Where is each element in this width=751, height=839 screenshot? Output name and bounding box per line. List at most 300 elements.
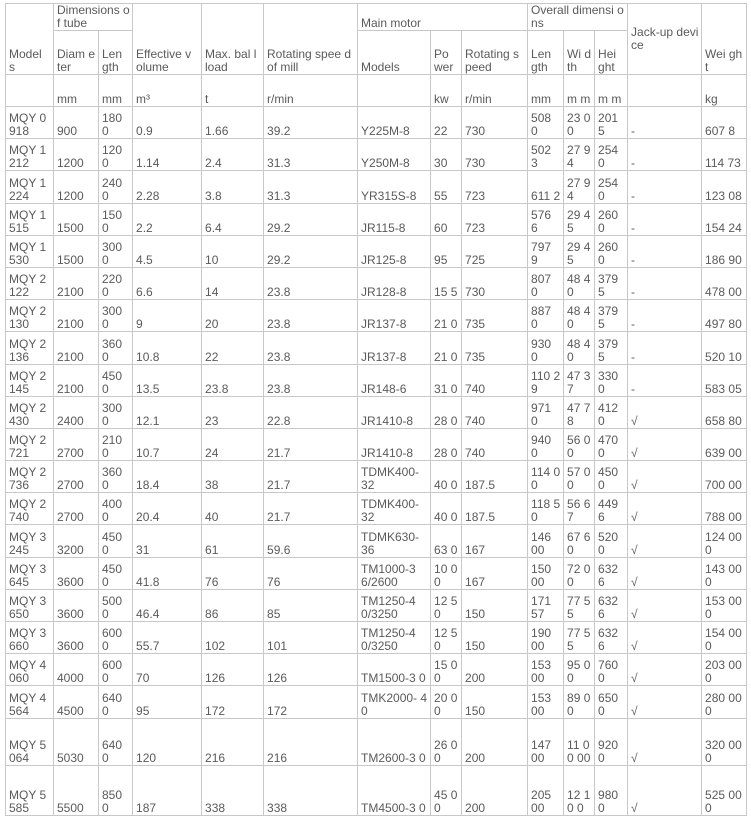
cell-motor-model: JR1410-8 [358, 428, 431, 460]
table-row [6, 267, 747, 299]
cell-model: MQY 5064 [6, 718, 54, 765]
cell-model: MQY 1224 [6, 171, 54, 203]
cell-weight: 607 8 [702, 107, 747, 139]
cell-jackup: √ [628, 589, 702, 621]
mill-spec-table [5, 3, 747, 816]
cell-overall-width: 48 40 [564, 267, 595, 299]
cell-motor-speed: 740 [462, 364, 528, 396]
cell-overall-width: 77 55 [564, 589, 595, 621]
cell-motor-model: JR128-8 [358, 267, 431, 299]
table-row [6, 765, 747, 815]
cell-motor-speed: 723 [462, 203, 528, 235]
cell-overall-length: 146 00 [528, 525, 564, 557]
cell-overall-height: 260 0 [595, 235, 628, 267]
cell-diameter: 1200 [54, 171, 99, 203]
cell-model: MQY 3650 [6, 589, 54, 621]
cell-mill-speed: 23.8 [264, 332, 358, 364]
cell-weight: 788 00 [702, 493, 747, 525]
cell-ball-load: 2.4 [202, 139, 264, 171]
cell-model: MQY 5585 [6, 765, 54, 815]
cell-mill-speed: 59.6 [264, 525, 358, 557]
cell-jackup: - [628, 235, 702, 267]
cell-mill-speed: 23.8 [264, 300, 358, 332]
cell-length: 500 0 [99, 589, 133, 621]
cell-motor-speed: 725 [462, 235, 528, 267]
unit-jackup [628, 75, 702, 107]
table-row [6, 364, 747, 396]
unit-length: mm [99, 75, 133, 107]
cell-model: MQY 3245 [6, 525, 54, 557]
cell-length: 360 0 [99, 332, 133, 364]
cell-power: 40 0 [431, 461, 462, 493]
cell-motor-model: JR115-8 [358, 203, 431, 235]
cell-length: 150 0 [99, 203, 133, 235]
cell-ball-load: 14 [202, 267, 264, 299]
unit-ball-load: t [202, 75, 264, 107]
cell-length: 300 0 [99, 235, 133, 267]
cell-overall-width: 56 67 [564, 493, 595, 525]
cell-mill-speed: 216 [264, 718, 358, 765]
cell-weight: 520 10 [702, 332, 747, 364]
cell-diameter: 1500 [54, 203, 99, 235]
cell-ball-load: 38 [202, 461, 264, 493]
cell-overall-length: 171 57 [528, 589, 564, 621]
cell-volume: 95 [133, 686, 202, 718]
cell-overall-width: 47 37 [564, 364, 595, 396]
table-row [6, 557, 747, 589]
cell-diameter: 2700 [54, 493, 99, 525]
cell-model: MQY 1212 [6, 139, 54, 171]
cell-overall-width: 27 94 [564, 171, 595, 203]
cell-diameter: 2100 [54, 300, 99, 332]
cell-weight: 497 80 [702, 300, 747, 332]
header-jackup-device: Jack-up device [628, 4, 702, 75]
cell-model: MQY 4564 [6, 686, 54, 718]
cell-overall-length: 576 6 [528, 203, 564, 235]
cell-jackup: √ [628, 765, 702, 815]
cell-overall-height: 260 0 [595, 203, 628, 235]
cell-overall-width: 11 00 00 [564, 718, 595, 765]
table-row [6, 107, 747, 139]
cell-length: 640 0 [99, 686, 133, 718]
cell-length: 220 0 [99, 267, 133, 299]
cell-motor-speed: 187.5 [462, 493, 528, 525]
cell-model: MQY 1515 [6, 203, 54, 235]
cell-weight: 154 000 [702, 622, 747, 654]
header-dimensions-of-tube: Dimensions of tube [54, 4, 133, 31]
cell-ball-load: 126 [202, 654, 264, 686]
cell-weight: 154 24 [702, 203, 747, 235]
cell-diameter: 3600 [54, 557, 99, 589]
cell-jackup: √ [628, 686, 702, 718]
cell-overall-length: 971 0 [528, 396, 564, 428]
header-max-ball-load: Max. bal l load [202, 4, 264, 75]
cell-overall-length: 502 3 [528, 139, 564, 171]
cell-model: MQY 2721 [6, 428, 54, 460]
table-row [6, 332, 747, 364]
cell-overall-length: 887 0 [528, 300, 564, 332]
cell-motor-speed: 150 [462, 622, 528, 654]
cell-motor-speed: 167 [462, 525, 528, 557]
cell-motor-speed: 730 [462, 267, 528, 299]
cell-weight: 320 000 [702, 718, 747, 765]
cell-mill-speed: 21.7 [264, 493, 358, 525]
cell-jackup: - [628, 364, 702, 396]
cell-overall-width: 48 40 [564, 332, 595, 364]
cell-ball-load: 338 [202, 765, 264, 815]
cell-mill-speed: 126 [264, 654, 358, 686]
cell-weight: 143 000 [702, 557, 747, 589]
cell-motor-model: JR125-8 [358, 235, 431, 267]
cell-mill-speed: 29.2 [264, 203, 358, 235]
cell-ball-load: 172 [202, 686, 264, 718]
cell-ball-load: 24 [202, 428, 264, 460]
cell-weight: 186 90 [702, 235, 747, 267]
cell-overall-height: 201 5 [595, 107, 628, 139]
cell-motor-speed: 730 [462, 107, 528, 139]
cell-overall-width: 57 00 [564, 461, 595, 493]
cell-jackup: √ [628, 461, 702, 493]
cell-volume: 187 [133, 765, 202, 815]
cell-diameter: 1500 [54, 235, 99, 267]
cell-model: MQY 2136 [6, 332, 54, 364]
cell-length: 360 0 [99, 461, 133, 493]
cell-weight: 153 000 [702, 589, 747, 621]
cell-overall-width: 95 00 [564, 654, 595, 686]
cell-motor-speed: 740 [462, 428, 528, 460]
cell-ball-load: 216 [202, 718, 264, 765]
cell-overall-height: 520 0 [595, 525, 628, 557]
cell-overall-width: 48 40 [564, 300, 595, 332]
cell-volume: 1.14 [133, 139, 202, 171]
cell-model: MQY 2145 [6, 364, 54, 396]
cell-weight: 280 000 [702, 686, 747, 718]
table-row [6, 525, 747, 557]
cell-overall-height: 980 0 [595, 765, 628, 815]
cell-overall-width: 29 45 [564, 235, 595, 267]
unit-overall-length: mm [528, 75, 564, 107]
cell-ball-load: 61 [202, 525, 264, 557]
cell-model: MQY 2122 [6, 267, 54, 299]
unit-mill-speed: r/min [264, 75, 358, 107]
cell-motor-model: TDMK400- 32 [358, 461, 431, 493]
cell-weight: 525 000 [702, 765, 747, 815]
table-row [6, 493, 747, 525]
cell-volume: 46.4 [133, 589, 202, 621]
unit-overall-height: m m [595, 75, 628, 107]
cell-power: 55 [431, 171, 462, 203]
cell-motor-model: TM2600-3 0 [358, 718, 431, 765]
unit-weight: kg [702, 75, 747, 107]
cell-power: 10 00 [431, 557, 462, 589]
cell-model: MQY 1530 [6, 235, 54, 267]
cell-motor-model: JR1410-8 [358, 396, 431, 428]
cell-jackup: - [628, 267, 702, 299]
cell-mill-speed: 29.2 [264, 235, 358, 267]
header-overall-length: Len gth [528, 31, 564, 75]
table-row [6, 235, 747, 267]
table-row [6, 461, 747, 493]
cell-motor-model: JR137-8 [358, 300, 431, 332]
cell-length: 600 0 [99, 622, 133, 654]
cell-mill-speed: 23.8 [264, 267, 358, 299]
cell-jackup: - [628, 332, 702, 364]
cell-volume: 120 [133, 718, 202, 765]
cell-overall-width: 77 55 [564, 622, 595, 654]
header-power: Po wer [431, 31, 462, 75]
cell-length: 450 0 [99, 525, 133, 557]
cell-mill-speed: 23.8 [264, 364, 358, 396]
cell-length: 120 0 [99, 139, 133, 171]
cell-jackup: √ [628, 525, 702, 557]
cell-motor-model: TM1500-3 0 [358, 654, 431, 686]
cell-volume: 20.4 [133, 493, 202, 525]
cell-volume: 70 [133, 654, 202, 686]
unit-motor-model [358, 75, 431, 107]
cell-motor-speed: 200 [462, 654, 528, 686]
cell-overall-height: 450 0 [595, 461, 628, 493]
cell-weight: 700 00 [702, 461, 747, 493]
cell-ball-load: 76 [202, 557, 264, 589]
cell-diameter: 5030 [54, 718, 99, 765]
cell-overall-height: 379 5 [595, 300, 628, 332]
cell-power: 12 50 [431, 589, 462, 621]
cell-ball-load: 1.66 [202, 107, 264, 139]
cell-length: 450 0 [99, 364, 133, 396]
table-row [6, 589, 747, 621]
unit-volume: m³ [133, 75, 202, 107]
cell-overall-length: 114 00 [528, 461, 564, 493]
cell-motor-model: TM1250-4 0/3250 [358, 622, 431, 654]
cell-overall-length: 118 50 [528, 493, 564, 525]
cell-overall-length: 110 29 [528, 364, 564, 396]
cell-overall-height: 412 0 [595, 396, 628, 428]
table-row [6, 139, 747, 171]
cell-diameter: 2400 [54, 396, 99, 428]
cell-overall-height: 379 5 [595, 267, 628, 299]
cell-motor-speed: 730 [462, 139, 528, 171]
cell-ball-load: 22 [202, 332, 264, 364]
cell-power: 15 5 [431, 267, 462, 299]
header-weight: Wei ght [702, 4, 747, 75]
cell-motor-model: TM1250-4 0/3250 [358, 589, 431, 621]
table-row [6, 203, 747, 235]
cell-ball-load: 23 [202, 396, 264, 428]
cell-motor-model: Y250M-8 [358, 139, 431, 171]
cell-diameter: 2700 [54, 461, 99, 493]
cell-motor-speed: 167 [462, 557, 528, 589]
cell-volume: 2.28 [133, 171, 202, 203]
cell-volume: 4.5 [133, 235, 202, 267]
unit-power: kw [431, 75, 462, 107]
cell-overall-height: 449 6 [595, 493, 628, 525]
header-row-1 [6, 4, 747, 31]
cell-overall-length: 611 2 [528, 171, 564, 203]
cell-weight: 203 000 [702, 654, 747, 686]
cell-power: 95 [431, 235, 462, 267]
cell-mill-speed: 338 [264, 765, 358, 815]
table-row [6, 718, 747, 765]
cell-motor-speed: 735 [462, 332, 528, 364]
cell-motor-model: TMK2000- 40 [358, 686, 431, 718]
header-rotating-speed-mill: Rotating spee d of mill [264, 4, 358, 75]
units-row [6, 75, 747, 107]
cell-jackup: - [628, 203, 702, 235]
cell-volume: 0.9 [133, 107, 202, 139]
cell-overall-length: 930 0 [528, 332, 564, 364]
cell-ball-load: 23.8 [202, 364, 264, 396]
cell-power: 30 [431, 139, 462, 171]
cell-weight: 123 08 [702, 171, 747, 203]
cell-diameter: 2100 [54, 267, 99, 299]
cell-ball-load: 102 [202, 622, 264, 654]
cell-overall-height: 650 0 [595, 686, 628, 718]
cell-overall-height: 254 0 [595, 139, 628, 171]
cell-motor-speed: 200 [462, 718, 528, 765]
table-body [6, 4, 747, 816]
cell-mill-speed: 85 [264, 589, 358, 621]
cell-model: MQY 2736 [6, 461, 54, 493]
cell-diameter: 4500 [54, 686, 99, 718]
cell-power: 40 0 [431, 493, 462, 525]
cell-motor-speed: 735 [462, 300, 528, 332]
cell-weight: 124 000 [702, 525, 747, 557]
table-row [6, 300, 747, 332]
cell-volume: 9 [133, 300, 202, 332]
cell-length: 400 0 [99, 493, 133, 525]
unit-motor-speed: r/min [462, 75, 528, 107]
cell-overall-length: 150 00 [528, 557, 564, 589]
cell-overall-height: 470 0 [595, 428, 628, 460]
cell-volume: 13.5 [133, 364, 202, 396]
header-diameter: Diam eter [54, 31, 99, 75]
cell-volume: 55.7 [133, 622, 202, 654]
cell-model: MQY 3645 [6, 557, 54, 589]
cell-length: 640 0 [99, 718, 133, 765]
table-row [6, 686, 747, 718]
cell-diameter: 2700 [54, 428, 99, 460]
cell-ball-load: 6.4 [202, 203, 264, 235]
cell-ball-load: 40 [202, 493, 264, 525]
cell-overall-width: 89 00 [564, 686, 595, 718]
cell-overall-height: 632 6 [595, 557, 628, 589]
header-overall-width: Wi dth [564, 31, 595, 75]
cell-overall-height: 632 6 [595, 589, 628, 621]
cell-jackup: √ [628, 493, 702, 525]
cell-ball-load: 20 [202, 300, 264, 332]
unit-diameter: mm [54, 75, 99, 107]
header-effective-volume: Effective v olume [133, 4, 202, 75]
cell-overall-length: 807 0 [528, 267, 564, 299]
cell-diameter: 900 [54, 107, 99, 139]
cell-motor-speed: 740 [462, 396, 528, 428]
cell-volume: 2.2 [133, 203, 202, 235]
cell-weight: 478 00 [702, 267, 747, 299]
cell-overall-length: 190 00 [528, 622, 564, 654]
cell-overall-length: 153 00 [528, 654, 564, 686]
cell-power: 26 00 [431, 718, 462, 765]
cell-jackup: - [628, 300, 702, 332]
cell-mill-speed: 22.8 [264, 396, 358, 428]
cell-overall-width: 12 10 0 [564, 765, 595, 815]
cell-overall-length: 147 00 [528, 718, 564, 765]
cell-length: 240 0 [99, 171, 133, 203]
cell-diameter: 1200 [54, 139, 99, 171]
table-row [6, 396, 747, 428]
cell-motor-speed: 150 [462, 686, 528, 718]
cell-diameter: 3600 [54, 622, 99, 654]
cell-diameter: 2100 [54, 364, 99, 396]
cell-mill-speed: 31.3 [264, 171, 358, 203]
cell-motor-model: JR148-6 [358, 364, 431, 396]
cell-overall-length: 797 9 [528, 235, 564, 267]
cell-overall-length: 508 0 [528, 107, 564, 139]
cell-diameter: 5500 [54, 765, 99, 815]
cell-ball-load: 86 [202, 589, 264, 621]
unit-overall-width: m m [564, 75, 595, 107]
cell-model: MQY 3660 [6, 622, 54, 654]
cell-motor-model: TM1000-3 6/2600 [358, 557, 431, 589]
cell-ball-load: 3.8 [202, 171, 264, 203]
cell-volume: 6.6 [133, 267, 202, 299]
cell-power: 21 0 [431, 332, 462, 364]
table-row [6, 654, 747, 686]
cell-volume: 10.8 [133, 332, 202, 364]
cell-power: 21 0 [431, 300, 462, 332]
cell-power: 22 [431, 107, 462, 139]
cell-motor-model: YR315S-8 [358, 171, 431, 203]
cell-length: 850 0 [99, 765, 133, 815]
cell-overall-height: 330 0 [595, 364, 628, 396]
cell-overall-width: 27 94 [564, 139, 595, 171]
header-length: Len gth [99, 31, 133, 75]
cell-volume: 18.4 [133, 461, 202, 493]
cell-mill-speed: 172 [264, 686, 358, 718]
cell-overall-length: 940 0 [528, 428, 564, 460]
cell-overall-height: 760 0 [595, 654, 628, 686]
cell-mill-speed: 39.2 [264, 107, 358, 139]
cell-mill-speed: 76 [264, 557, 358, 589]
cell-motor-speed: 200 [462, 765, 528, 815]
cell-power: 15 00 [431, 654, 462, 686]
header-motor-models: Models [358, 31, 431, 75]
cell-model: MQY 0918 [6, 107, 54, 139]
cell-diameter: 3200 [54, 525, 99, 557]
cell-weight: 639 00 [702, 428, 747, 460]
header-model: Model s [6, 4, 54, 75]
cell-jackup: √ [628, 396, 702, 428]
cell-overall-length: 153 00 [528, 686, 564, 718]
cell-jackup: - [628, 171, 702, 203]
cell-motor-model: TDMK630- 36 [358, 525, 431, 557]
cell-model: MQY 2130 [6, 300, 54, 332]
cell-volume: 12.1 [133, 396, 202, 428]
cell-jackup: √ [628, 718, 702, 765]
cell-power: 12 50 [431, 622, 462, 654]
cell-power: 63 0 [431, 525, 462, 557]
cell-overall-width: 47 78 [564, 396, 595, 428]
cell-model: MQY 2430 [6, 396, 54, 428]
cell-overall-width: 72 00 [564, 557, 595, 589]
cell-power: 31 0 [431, 364, 462, 396]
cell-jackup: - [628, 107, 702, 139]
cell-mill-speed: 31.3 [264, 139, 358, 171]
cell-motor-model: Y225M-8 [358, 107, 431, 139]
table-row [6, 171, 747, 203]
cell-volume: 41.8 [133, 557, 202, 589]
cell-overall-height: 254 0 [595, 171, 628, 203]
cell-length: 210 0 [99, 428, 133, 460]
